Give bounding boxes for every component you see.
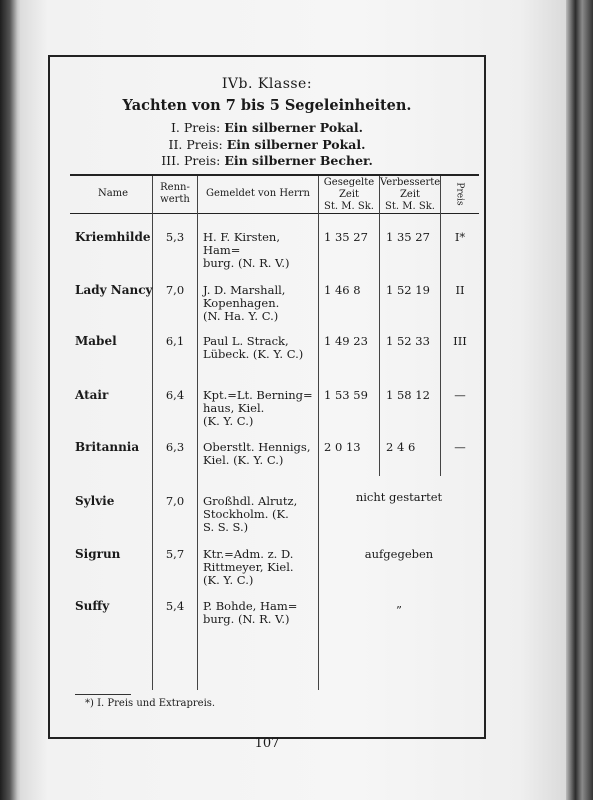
yacht-name: Lady Nancy bbox=[75, 283, 153, 297]
prize-value: II bbox=[455, 283, 465, 297]
corrected-time: 1 35 27 bbox=[386, 230, 430, 244]
yacht-name: Mabel bbox=[75, 334, 117, 348]
race-status: nicht gestartet bbox=[355, 490, 443, 504]
table-top-rule bbox=[70, 174, 479, 176]
owner-entry: H. F. Kirsten, Ham= burg. (N. R. V.) bbox=[203, 230, 290, 270]
yacht-name: Suffy bbox=[75, 599, 110, 613]
owner-entry: J. D. Marshall, Kopenhagen. (N. Ha. Y. C.) bbox=[203, 283, 286, 323]
prize-line-3: III. Preis: Ein silberner Becher. bbox=[161, 153, 373, 168]
prize-line-1: I. Preis: Ein silberner Pokal. bbox=[170, 120, 364, 135]
owner-entry: Ktr.=Adm. z. D. Rittmeyer, Kiel. (K. Y. C.) bbox=[203, 547, 294, 587]
owner-entry: Kpt.=Lt. Berning= haus, Kiel. (K. Y. C.) bbox=[203, 388, 313, 428]
column-divider bbox=[318, 176, 319, 690]
owner-entry: Paul L. Strack, Lübeck. (K. Y. C.) bbox=[203, 334, 304, 361]
column-header-preis: Preis bbox=[455, 182, 465, 206]
yacht-name: Kriemhilde bbox=[75, 230, 151, 244]
yacht-name: Sylvie bbox=[75, 494, 115, 508]
owner-entry: Oberstlt. Hennigs, Kiel. (K. Y. C.) bbox=[203, 440, 311, 467]
sailed-time: 1 49 23 bbox=[324, 334, 368, 348]
rennwerth-value: 6,3 bbox=[165, 440, 185, 454]
owner-entry: P. Bohde, Ham= burg. (N. R. V.) bbox=[203, 599, 298, 626]
rennwerth-value: 6,4 bbox=[165, 388, 185, 402]
page-number: 107 bbox=[254, 736, 280, 751]
footnote: *) I. Preis und Extrapreis. bbox=[85, 698, 216, 709]
prize-value: — bbox=[454, 440, 466, 454]
corrected-time: 1 52 33 bbox=[386, 334, 430, 348]
rennwerth-value: 5,7 bbox=[165, 547, 185, 561]
yacht-name: Britannia bbox=[75, 440, 140, 454]
sailed-time: 1 35 27 bbox=[324, 230, 368, 244]
column-divider bbox=[379, 176, 380, 476]
owner-entry: Großhdl. Alrutz, Stockholm. (K. S. S. S.) bbox=[203, 494, 298, 534]
race-status: aufgegeben bbox=[364, 547, 434, 561]
prize-value: I* bbox=[454, 230, 466, 244]
race-status: ” bbox=[396, 603, 402, 617]
yacht-name: Sigrun bbox=[75, 547, 121, 561]
column-divider bbox=[152, 176, 153, 690]
book-edge bbox=[566, 0, 593, 800]
book-gutter bbox=[0, 0, 22, 800]
column-header-gesegelte: Gesegelte Zeit St. M. Sk. bbox=[323, 177, 375, 212]
class-heading: IVb. Klasse: bbox=[221, 76, 313, 92]
column-header-rennwerth: Renn- werth bbox=[160, 182, 190, 205]
prize-value: — bbox=[454, 388, 466, 402]
sailed-time: 1 46 8 bbox=[324, 283, 361, 297]
table-header-rule bbox=[70, 213, 479, 214]
column-divider bbox=[440, 176, 441, 476]
column-header-name: Name bbox=[97, 188, 129, 199]
rennwerth-value: 6,1 bbox=[165, 334, 185, 348]
corrected-time: 2 4 6 bbox=[386, 440, 416, 454]
rennwerth-value: 7,0 bbox=[165, 494, 185, 508]
sailed-time: 1 53 59 bbox=[324, 388, 368, 402]
rennwerth-value: 5,4 bbox=[165, 599, 185, 613]
prize-line-2: II. Preis: Ein silberner Pokal. bbox=[168, 137, 366, 152]
corrected-time: 1 58 12 bbox=[386, 388, 430, 402]
column-header-gemeldet: Gemeldet von Herrn bbox=[206, 188, 310, 199]
corrected-time: 1 52 19 bbox=[386, 283, 430, 297]
footnote-rule bbox=[75, 694, 131, 695]
column-divider bbox=[197, 176, 198, 690]
rennwerth-value: 5,3 bbox=[165, 230, 185, 244]
rennwerth-value: 7,0 bbox=[165, 283, 185, 297]
prize-value: III bbox=[453, 334, 467, 348]
class-subtitle: Yachten von 7 bis 5 Segeleinheiten. bbox=[122, 97, 412, 114]
yacht-name: Atair bbox=[75, 388, 109, 402]
sailed-time: 2 0 13 bbox=[324, 440, 361, 454]
column-header-verbesserte: Verbesserte Zeit St. M. Sk. bbox=[380, 177, 441, 212]
